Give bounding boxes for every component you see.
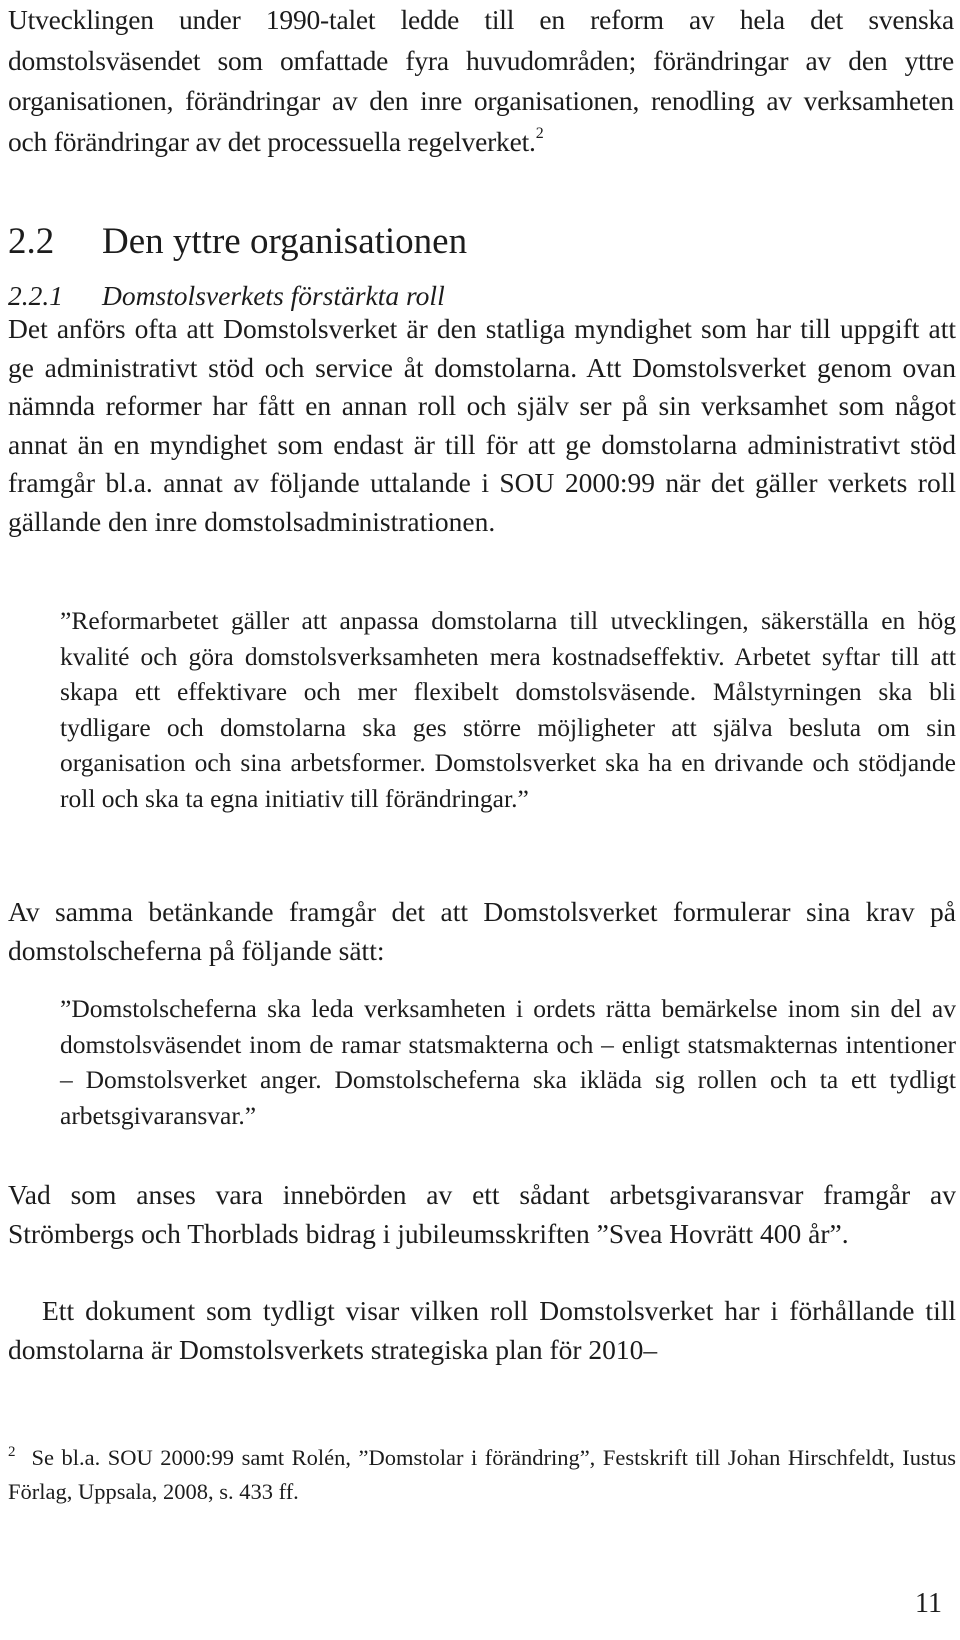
intro-paragraph <box>8 0 954 162</box>
footnote-text: Se bl.a. SOU 2000:99 samt Rolén, ”Domstolar i förändring”, Festskrift till Johan Hirschfeldt, Iustus Förlag, Uppsala, 2008, s. 433 ff. <box>8 1445 956 1504</box>
footnote-mark: 2 <box>8 1444 16 1460</box>
section-title: Den yttre organisationen <box>102 221 468 262</box>
body-paragraph-2: Av samma betänkande framgår det att Domstolsverket formulerar sina krav på domstolscheferna på följande sätt: <box>8 896 956 966</box>
footnote <box>8 1436 956 1508</box>
subsection-number: 2.2.1 <box>8 280 63 311</box>
block-quote-2: ”Domstolscheferna ska leda verksamheten i ordets rätta bemärkelse inom sin del av domstolsväsendet inom de ramar statsmakterna och – enligt statsmakternas intentioner – Domstolsverket anger. Domstolscheferna ska ikläda sig rollen och ta ett tydligt arbetsgivaransvar.” <box>60 994 956 1130</box>
section-heading <box>8 218 467 266</box>
section-number: 2.2 <box>8 221 55 262</box>
body-paragraph-3: Vad som anses vara innebörden av ett sådant arbetsgivaransvar framgår av Strömbergs och Thorblads bidrag i jubileumsskriften ”Svea Hovrätt 400 år”. <box>8 1179 956 1249</box>
footnote-reference[interactable]: 2 <box>535 124 544 142</box>
body-paragraph-4: Ett dokument som tydligt visar vilken roll Domstolsverket har i förhållande till domstolarna är Domstolsverkets strategiska plan för 2010– <box>8 1295 956 1365</box>
subsection-title: Domstolsverkets förstärkta roll <box>102 280 445 311</box>
block-quote-1: ”Reformarbetet gäller att anpassa domstolarna till utvecklingen, säkerställa en hög kvalité och göra domstolsverksamheten mera kostnadseffektiv. Arbetet syftar till att skapa ett effektivare och mer flexibelt domstolsväsende. Målstyrningen ska bli tydligare och domstolarna ska ges större möjligheter att själva besluta om sin organisation och sina arbetsformer. Domstolsverket ska ha en drivande och stödjande roll och ska ta egna initiativ till förändringar.” <box>60 606 956 813</box>
body-paragraph-1: Det anförs ofta att Domstolsverket är den statliga myndighet som har till uppgift att ge administrativt stöd och service åt domstolarna. Att Domstolsverket genom ovan nämnda reformer har fått en annan roll och själv ser på sin verksamhet som något annat än en myndighet som endast är till för att ge domstolarna administrativt stöd framgår bl.a. annat av följande uttalande i SOU 2000:99 när det gäller verkets roll gällande den inre domstolsadministrationen. <box>8 313 956 537</box>
intro-text: Utvecklingen under 1990-talet ledde till en reform av hela det svenska domstolsväsendet som omfattade fyra huvudområden; förändringar av den yttre organisationen, förändringar av den inre organisationen, renodling av verksamheten och förändringar av det processuella regelverket. <box>8 4 954 157</box>
page-number: 11 <box>915 1588 942 1619</box>
